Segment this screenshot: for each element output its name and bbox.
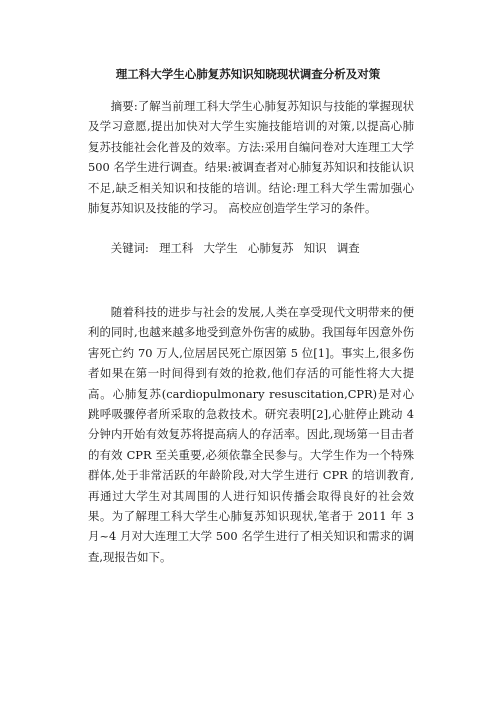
keyword-item: 调查 xyxy=(336,241,360,255)
keyword-item: 大学生 xyxy=(203,241,238,255)
keyword-item: 理工科 xyxy=(159,241,194,255)
abstract-paragraph: 摘要:了解当前理工科大学生心肺复苏知识与技能的掌握现状及学习意愿,提出加快对大学生实施技能培训的对策,以提高心肺复苏技能社会化普及的效率。方法:采用自编问卷对大连理工大学 500 名学生进行调查。结果:被调查者对心肺复苏知识和技能认识不足,缺乏相关知识和技能的培训。结论:理工科大学生需加强心肺复苏知识及技能的学习。 高校应创造学生学习的条件。 xyxy=(88,99,414,216)
keyword-item: 知识 xyxy=(303,241,327,255)
keywords-label: 关键词: xyxy=(110,241,149,255)
keywords-line xyxy=(88,238,414,258)
body-paragraph: 随着科技的进步与社会的发展,人类在享受现代文明带来的便利的同时,也越来越多地受到意外伤害的威胁。我国每年因意外伤害死亡约 70 万人,位居居民死亡原因第 5 位[1]。事实上,很多伤者如果在第一时间得到有效的抢救,他们存活的可能性将大大提高。心肺复苏(cardiopulmonary resuscitation,CPR)是对心跳呼吸骤停者所采取的急救技术。研究表明[2],心脏停止跳动 4 分钟内开始有效复苏将提高病人的存活率。因此,现场第一目击者的有效 CPR 至关重要,必须依靠全民参与。大学生作为一个特殊群体,处于非常活跃的年龄阶段,对大学生进行 CPR 的培训教育,再通过大学生对其周围的人进行知识传播会取得良好的社会效果。为了解理工科大学生心肺复苏知识现状,笔者于 2011 年 3 月~4 月对大连理工大学 500 名学生进行了相关知识和需求的调查,现报告如下。 xyxy=(88,305,414,564)
document-title: 理工科大学生心肺复苏知识知晓现状调查分析及对策 xyxy=(115,67,381,81)
keyword-item: 心肺复苏 xyxy=(247,241,294,255)
